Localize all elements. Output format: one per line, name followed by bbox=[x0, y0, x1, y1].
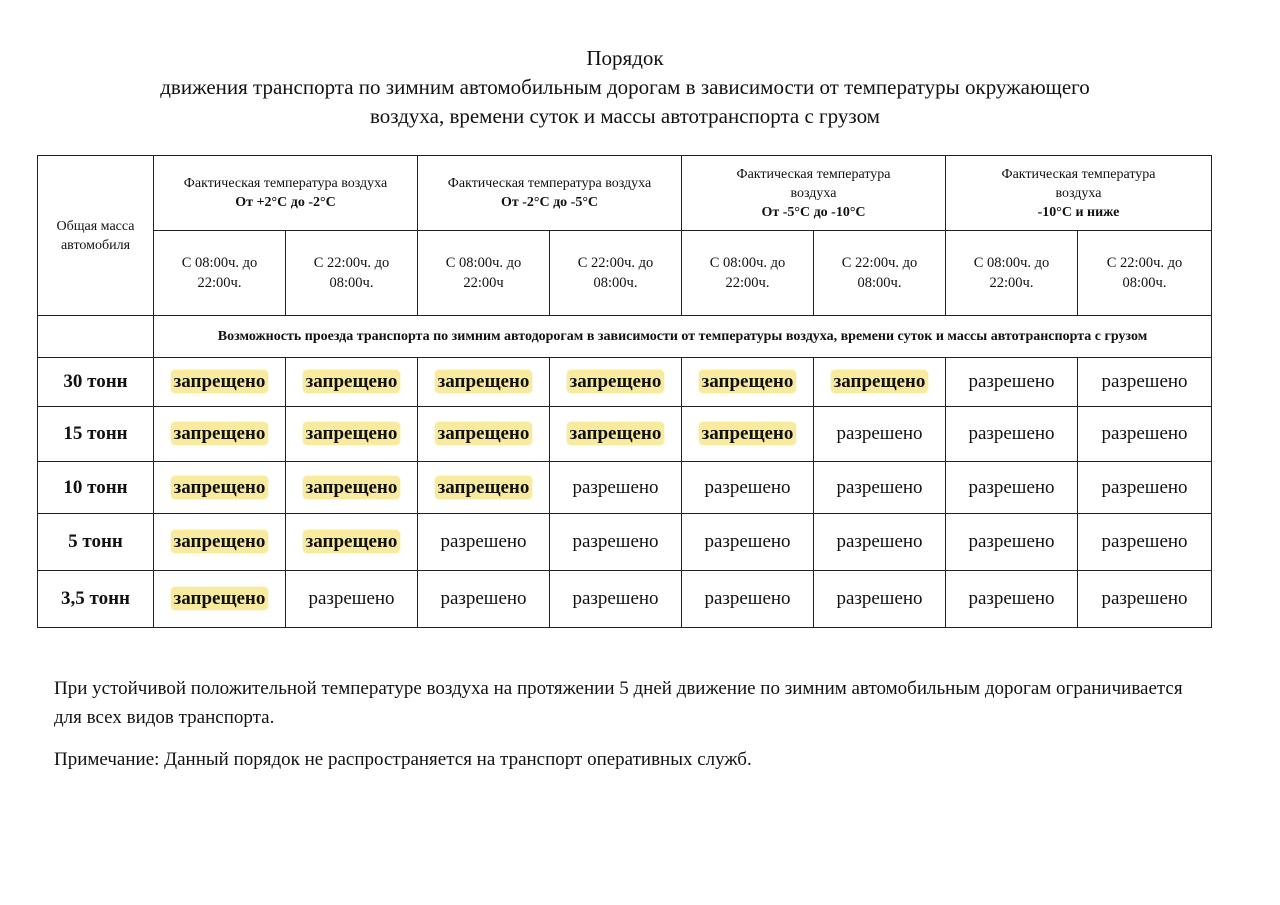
status-allowed: разрешено bbox=[704, 476, 791, 498]
status-forbidden: запрещено bbox=[171, 422, 269, 445]
status-cell bbox=[154, 514, 286, 571]
mass-label: 5 тонн bbox=[38, 514, 154, 571]
empty-cell bbox=[38, 316, 154, 358]
temperature-group-header bbox=[682, 156, 946, 231]
temperature-range: От +2°С до -2°С bbox=[235, 195, 336, 210]
temperature-label: Фактическая температура воздуха bbox=[447, 176, 652, 191]
status-cell bbox=[682, 407, 814, 462]
status-allowed: разрешено bbox=[968, 476, 1055, 498]
status-cell bbox=[418, 462, 550, 514]
table-row bbox=[38, 407, 1212, 462]
status-allowed: разрешено bbox=[968, 588, 1055, 609]
temperature-group-header bbox=[418, 156, 682, 231]
time-header: С 08:00ч. до 22:00ч bbox=[418, 231, 550, 316]
status-forbidden: запрещено bbox=[435, 422, 533, 445]
mass-label: 30 тонн bbox=[38, 358, 154, 407]
status-cell bbox=[1078, 571, 1212, 628]
status-forbidden: запрещено bbox=[303, 370, 401, 393]
temperature-group-header bbox=[946, 156, 1212, 231]
status-cell bbox=[154, 462, 286, 514]
status-cell bbox=[286, 407, 418, 462]
time-header-row bbox=[38, 231, 1212, 316]
table-row bbox=[38, 462, 1212, 514]
title-line-2: движения транспорта по зимним автомобильным дорогам в зависимости от температуры окружающего bbox=[160, 75, 1090, 99]
status-cell bbox=[154, 358, 286, 407]
status-cell bbox=[1078, 514, 1212, 571]
status-cell bbox=[286, 462, 418, 514]
table-row bbox=[38, 514, 1212, 571]
status-allowed: разрешено bbox=[704, 531, 791, 552]
time-header: С 22:00ч. до 08:00ч. bbox=[286, 231, 418, 316]
status-allowed: разрешено bbox=[572, 476, 659, 498]
temperature-group-header bbox=[154, 156, 418, 231]
temperature-range: От -2°С до -5°С bbox=[500, 195, 599, 210]
temperature-range: От -5°С до -10°С bbox=[761, 204, 866, 220]
time-header: С 08:00ч. до 22:00ч. bbox=[682, 231, 814, 316]
status-allowed: разрешено bbox=[1101, 588, 1188, 609]
table-row bbox=[38, 358, 1212, 407]
status-cell bbox=[946, 571, 1078, 628]
note-remark: Примечание: Данный порядок не распространяется на транспорт оперативных служб. bbox=[54, 749, 752, 770]
time-header: С 22:00ч. до 08:00ч. bbox=[814, 231, 946, 316]
title-line-3: воздуха, времени суток и массы автотранспорта с грузом bbox=[370, 104, 880, 128]
status-forbidden: запрещено bbox=[567, 422, 665, 445]
mass-label: 3,5 тонн bbox=[38, 571, 154, 628]
time-header: С 08:00ч. до 22:00ч. bbox=[946, 231, 1078, 316]
status-cell bbox=[1078, 407, 1212, 462]
temperature-label: Фактическая температура воздуха bbox=[1001, 166, 1156, 201]
status-cell bbox=[286, 358, 418, 407]
temperature-header-row bbox=[38, 156, 1212, 231]
status-cell bbox=[814, 407, 946, 462]
status-allowed: разрешено bbox=[836, 531, 923, 552]
status-allowed: разрешено bbox=[572, 531, 659, 552]
title-line-1: Порядок bbox=[586, 46, 664, 70]
status-cell bbox=[550, 571, 682, 628]
status-allowed: разрешено bbox=[440, 588, 527, 609]
temperature-label: Фактическая температура воздуха bbox=[736, 166, 891, 201]
status-cell bbox=[946, 514, 1078, 571]
status-cell bbox=[946, 407, 1078, 462]
status-cell bbox=[550, 358, 682, 407]
table-body bbox=[38, 358, 1212, 628]
status-cell bbox=[1078, 358, 1212, 407]
status-forbidden: запрещено bbox=[699, 422, 797, 445]
time-header: С 22:00ч. до 08:00ч. bbox=[550, 231, 682, 316]
status-allowed: разрешено bbox=[968, 371, 1055, 392]
status-allowed: разрешено bbox=[1101, 371, 1188, 392]
notes bbox=[54, 674, 1214, 787]
status-allowed: разрешено bbox=[836, 588, 923, 609]
status-allowed: разрешено bbox=[1101, 476, 1188, 498]
mass-column-header: Общая масса автомобиля bbox=[38, 156, 154, 316]
status-forbidden: запрещено bbox=[171, 476, 269, 499]
status-cell bbox=[418, 571, 550, 628]
status-forbidden: запрещено bbox=[303, 422, 401, 445]
status-cell bbox=[682, 571, 814, 628]
status-forbidden: запрещено bbox=[435, 370, 533, 393]
status-forbidden: запрещено bbox=[699, 370, 797, 393]
status-allowed: разрешено bbox=[440, 531, 527, 552]
status-cell bbox=[682, 358, 814, 407]
document-title bbox=[0, 44, 1250, 131]
status-cell bbox=[286, 571, 418, 628]
status-forbidden: запрещено bbox=[171, 530, 269, 553]
status-allowed: разрешено bbox=[836, 423, 923, 444]
caption-row bbox=[38, 316, 1212, 358]
status-cell bbox=[682, 514, 814, 571]
status-allowed: разрешено bbox=[704, 588, 791, 609]
status-cell bbox=[814, 514, 946, 571]
status-cell bbox=[418, 407, 550, 462]
status-forbidden: запрещено bbox=[831, 370, 929, 393]
status-cell bbox=[550, 462, 682, 514]
note-paragraph: При устойчивой положительной температуре воздуха на протяжении 5 дней движение по зимним автомобильным дорогам ограничивается для всех видов транспорта. bbox=[54, 678, 1183, 728]
status-cell bbox=[814, 571, 946, 628]
status-forbidden: запрещено bbox=[303, 530, 401, 553]
mass-label: 10 тонн bbox=[38, 462, 154, 514]
status-cell bbox=[946, 358, 1078, 407]
status-allowed: разрешено bbox=[572, 588, 659, 609]
status-allowed: разрешено bbox=[1101, 531, 1188, 552]
status-forbidden: запрещено bbox=[435, 476, 533, 499]
status-cell bbox=[814, 358, 946, 407]
status-cell bbox=[682, 462, 814, 514]
status-forbidden: запрещено bbox=[171, 587, 269, 610]
temperature-range: -10°С и ниже bbox=[1037, 204, 1120, 220]
status-allowed: разрешено bbox=[968, 531, 1055, 552]
mass-label: 15 тонн bbox=[38, 407, 154, 462]
status-cell bbox=[814, 462, 946, 514]
traffic-rules-table bbox=[37, 155, 1212, 628]
status-cell bbox=[1078, 462, 1212, 514]
status-forbidden: запрещено bbox=[567, 370, 665, 393]
status-allowed: разрешено bbox=[1101, 423, 1188, 444]
status-forbidden: запрещено bbox=[171, 370, 269, 393]
table-row bbox=[38, 571, 1212, 628]
time-header: С 08:00ч. до 22:00ч. bbox=[154, 231, 286, 316]
status-cell bbox=[418, 358, 550, 407]
table-caption: Возможность проезда транспорта по зимним автодорогам в зависимости от температуры воздуха, времени суток и массы автотранспорта с грузом bbox=[154, 316, 1212, 358]
temperature-label: Фактическая температура воздуха bbox=[183, 176, 388, 191]
status-cell bbox=[946, 462, 1078, 514]
status-forbidden: запрещено bbox=[303, 476, 401, 499]
status-allowed: разрешено bbox=[308, 588, 395, 609]
status-cell bbox=[550, 514, 682, 571]
status-cell bbox=[154, 571, 286, 628]
status-cell bbox=[418, 514, 550, 571]
status-cell bbox=[550, 407, 682, 462]
status-cell bbox=[286, 514, 418, 571]
time-header: С 22:00ч. до 08:00ч. bbox=[1078, 231, 1212, 316]
status-allowed: разрешено bbox=[836, 476, 923, 498]
status-cell bbox=[154, 407, 286, 462]
status-allowed: разрешено bbox=[968, 423, 1055, 444]
